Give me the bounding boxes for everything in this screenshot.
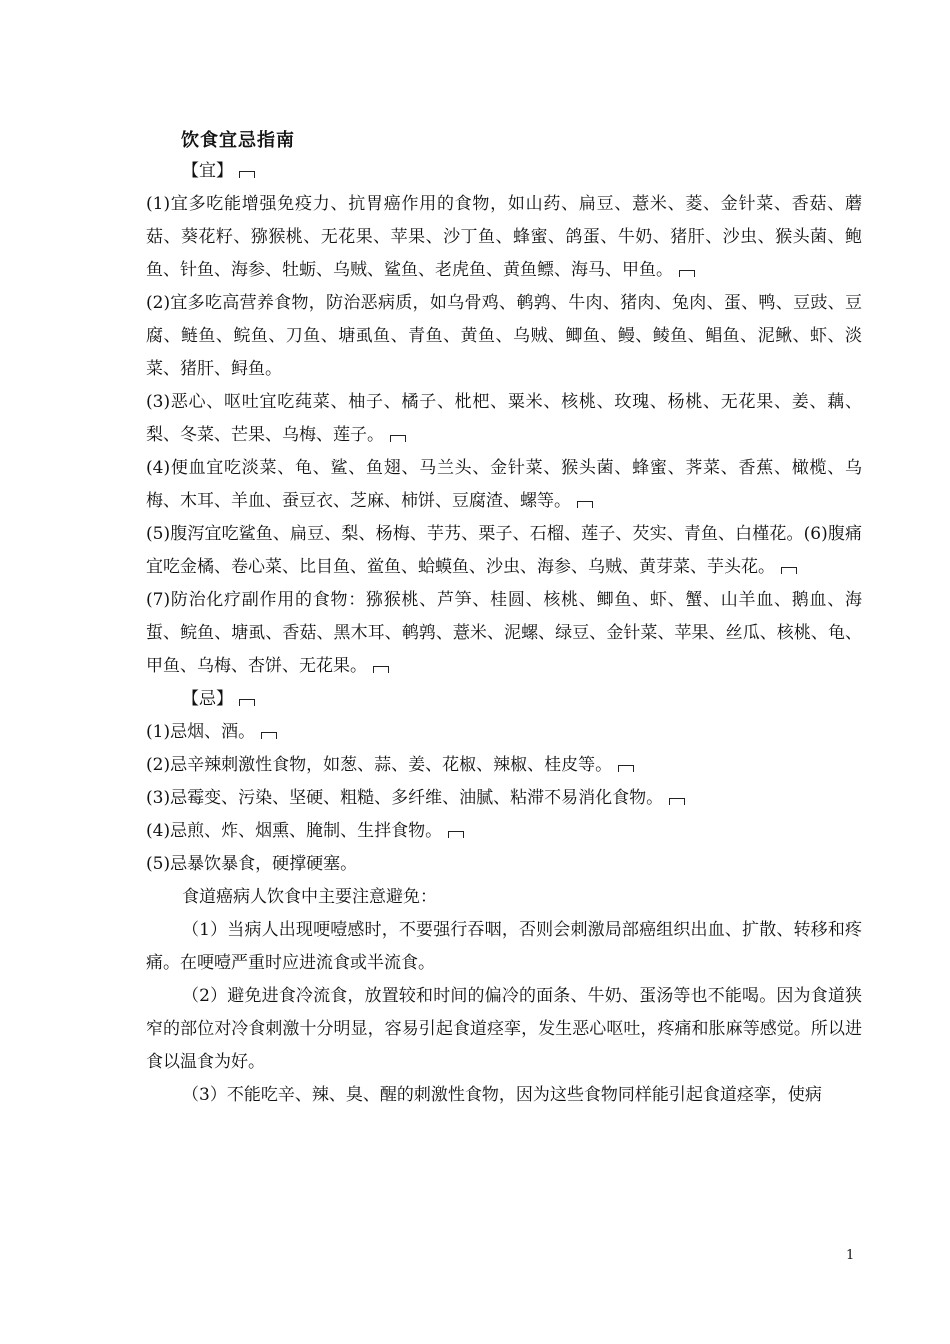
ji-item: (1)忌烟、酒。 — [146, 716, 862, 749]
ji-item: (4)忌煎、炸、烟熏、腌制、生拌食物。 — [146, 815, 862, 848]
page-title: 饮食宜忌指南 — [181, 130, 295, 151]
paragraph-mark-icon — [781, 567, 797, 574]
paragraph-mark-icon — [618, 765, 634, 772]
ji-item: (3)忌霉变、污染、坚硬、粗糙、多纤维、油腻、粘滞不易消化食物。 — [146, 782, 862, 815]
paragraph-mark-icon — [261, 732, 277, 739]
yi-item: (2)宜多吃高营养食物，防治恶病质，如乌骨鸡、鹌鹑、牛肉、猪肉、兔肉、蛋、鸭、豆豉、豆腐、鲢鱼、鲩鱼、刀鱼、塘虱鱼、青鱼、黄鱼、乌贼、鲫鱼、鳗、鲮鱼、鲳鱼、泥鳅、虾、淡菜、猪肝、鲟鱼。 — [146, 293, 862, 379]
paragraph-mark-icon — [239, 699, 255, 706]
document-body — [146, 155, 862, 1112]
paragraph-mark-icon — [390, 435, 406, 442]
paragraph-mark-icon — [679, 270, 695, 277]
yi-item: (1)宜多吃能增强免疫力、抗胃癌作用的食物，如山药、扁豆、薏米、菱、金针菜、香菇、蘑菇、葵花籽、猕猴桃、无花果、苹果、沙丁鱼、蜂蜜、鸽蛋、牛奶、猪肝、沙虫、猴头菌、鲍鱼、针鱼、海参、牡蛎、乌贼、鲨鱼、老虎鱼、黄鱼鳔、海马、甲鱼。 — [146, 194, 862, 280]
avoid-item: （2）避免进食冷流食，放置较和时间的偏冷的面条、牛奶、蛋汤等也不能喝。因为食道狭窄的部位对冷食刺激十分明显，容易引起食道痉挛，发生恶心呕吐，疼痛和胀麻等感觉。所以进食以温食为好。 — [146, 986, 862, 1072]
avoid-item: （3）不能吃辛、辣、臭、醒的刺激性食物，因为这些食物同样能引起食道痉挛，使病 — [182, 1085, 822, 1105]
yi-item: (4)便血宜吃淡菜、龟、鲨、鱼翅、马兰头、金针菜、猴头菌、蜂蜜、荠菜、香蕉、橄榄、乌梅、木耳、羊血、蚕豆衣、芝麻、柿饼、豆腐渣、螺等。 — [146, 458, 862, 511]
paragraph-mark-icon — [577, 501, 593, 508]
yi-item: (5)腹泻宜吃鲨鱼、扁豆、梨、杨梅、芋艿、栗子、石榴、莲子、芡实、青鱼、白槿花。(6)腹痛宜吃金橘、卷心菜、比目鱼、鲎鱼、蛤蟆鱼、沙虫、海参、乌贼、黄芽菜、芋头花。 — [146, 524, 862, 577]
yi-item: (3)恶心、呕吐宜吃莼菜、柚子、橘子、枇杷、粟米、核桃、玫瑰、杨桃、无花果、姜、藕、梨、冬菜、芒果、乌梅、莲子。 — [146, 392, 862, 445]
yi-item: (7)防治化疗副作用的食物：猕猴桃、芦笋、桂圆、核桃、鲫鱼、虾、蟹、山羊血、鹅血、海蜇、鲩鱼、塘虱、香菇、黑木耳、鹌鹑、薏米、泥螺、绿豆、金针菜、苹果、丝瓜、核桃、龟、甲鱼、乌梅、杏饼、无花果。 — [146, 590, 862, 676]
paragraph-mark-icon — [239, 171, 255, 178]
paragraph-mark-icon — [669, 798, 685, 805]
paragraph-mark-icon — [373, 666, 389, 673]
ji-item: (2)忌辛辣刺激性食物，如葱、蒜、姜、花椒、辣椒、桂皮等。 — [146, 749, 862, 782]
ji-item: (5)忌暴饮暴食，硬撑硬塞。 — [146, 854, 358, 874]
paragraph-mark-icon — [448, 831, 464, 838]
yi-heading-line — [146, 155, 862, 188]
avoid-item: （1）当病人出现哽噎感时，不要强行吞咽，否则会刺激局部癌组织出血、扩散、转移和疼痛。在哽噎严重时应进流食或半流食。 — [146, 920, 862, 973]
yi-heading: 【宜】 — [182, 161, 233, 181]
page-number: 1 — [846, 1248, 855, 1263]
avoid-intro: 食道癌病人饮食中主要注意避免： — [182, 887, 437, 907]
ji-heading: 【忌】 — [182, 689, 233, 709]
ji-heading-line — [146, 683, 862, 716]
